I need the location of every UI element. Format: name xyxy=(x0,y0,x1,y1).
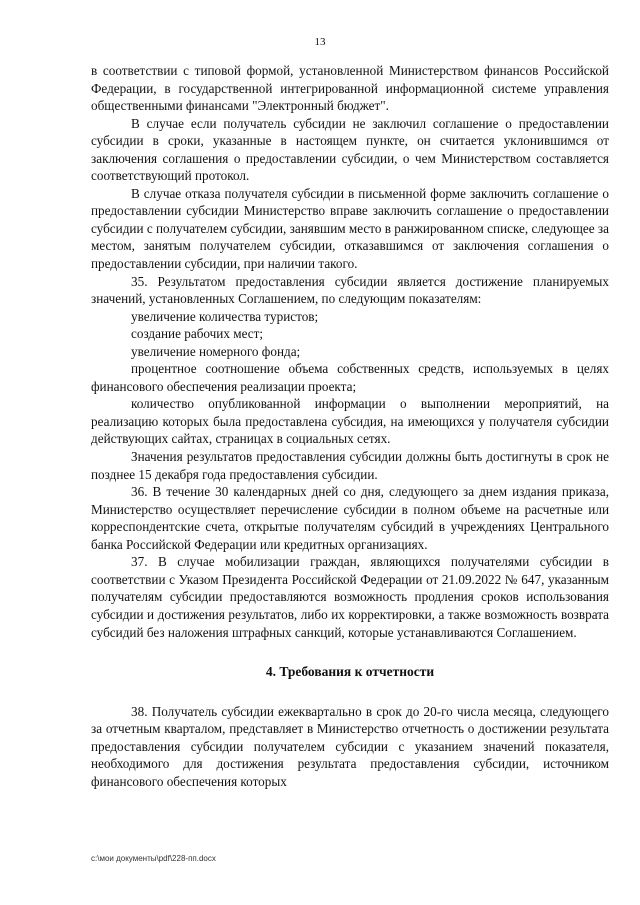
paragraph-refusal: В случае отказа получателя субсидии в письменной форме заключить соглашение о предоставлении субсидии Министерство вправе заключить соглашение о предоставлении субсидии с получателем субсидии, занявшим место в ранжированном списке, следующее за местом, занятым получателем субсидии, отказавшимся от заключения соглашения о предоставлении субсидии, при наличии такого. xyxy=(91,185,609,272)
paragraph-deadline: Значения результатов предоставления субсидии должны быть достигнуты в срок не позднее 15 декабря года предоставления субсидии. xyxy=(91,449,609,482)
paragraph-37: 37. В случае мобилизации граждан, являющихся получателями субсидии в соответствии с Указом Президента Российской Федерации от 21.09.2022 № 647, указанным получателям субсидии предоставляются возможность продления сроков использования субсидии и достижения результатов, либо их корректировки, а также возможность возврата субсидий без наложения штрафных санкций, которые устанавливаются Соглашением. xyxy=(91,554,609,640)
indicator-tourists: увеличение количества туристов; xyxy=(131,308,319,324)
indicator-jobs: создание рабочих мест; xyxy=(131,326,264,342)
paragraph-35: 35. Результатом предоставления субсидии является достижение планируемых значений, установленных Соглашением, по следующим показателям: xyxy=(91,273,609,307)
indicator-own-funds: процентное соотношение объема собственных средств, используемых в целях финансового обеспечения реализации проекта; xyxy=(91,361,609,394)
paragraph-36: 36. В течение 30 календарных дней со дня, следующего за днем издания приказа, Министерство осуществляет перечисление субсидии в полном объеме на расчетные или корреспондентские счета, открытые получателям субсидий в учреждениях Центрального банка Российской Федерации или кредитных организациях. xyxy=(91,484,609,552)
footer-file-path: c:\мои документы\pdf\228-пп.docx xyxy=(91,854,216,863)
indicator-publications: количество опубликованной информации о выполнении мероприятий, на реализацию которых была предоставлена субсидия, на имеющихся у получателя субсидии действующих сайтах, страницах в социальных сетях. xyxy=(91,396,609,447)
section-heading: 4. Требования к отчетности xyxy=(265,664,435,680)
paragraph-38: 38. Получатель субсидии ежеквартально в срок до 20-го числа месяца, следующего за отчетным кварталом, представляет в Министерство отчетность о достижении результата предоставления субсидии получателем субсидии с указанием значений показателя, необходимого для достижения результата предоставления субсидии, источником финансового обеспечения которых xyxy=(91,703,609,789)
indicator-rooms: увеличение номерного фонда; xyxy=(131,343,301,359)
page-number: 13 xyxy=(314,36,326,48)
paragraph-continuation: в соответствии с типовой формой, установленной Министерством финансов Российской Федерации, в государственной интегрированной информационной системе управления общественными финансами "Электронный бюджет". xyxy=(91,63,609,114)
document-body xyxy=(91,62,609,790)
paragraph-agreement-not-signed: В случае если получатель субсидии не заключил соглашение о предоставлении субсидии в сроки, указанные в настоящем пункте, он считается уклонившимся от заключения соглашения о предоставлении субсидии, о чем Министерством составляется соответствующий протокол. xyxy=(91,115,609,184)
